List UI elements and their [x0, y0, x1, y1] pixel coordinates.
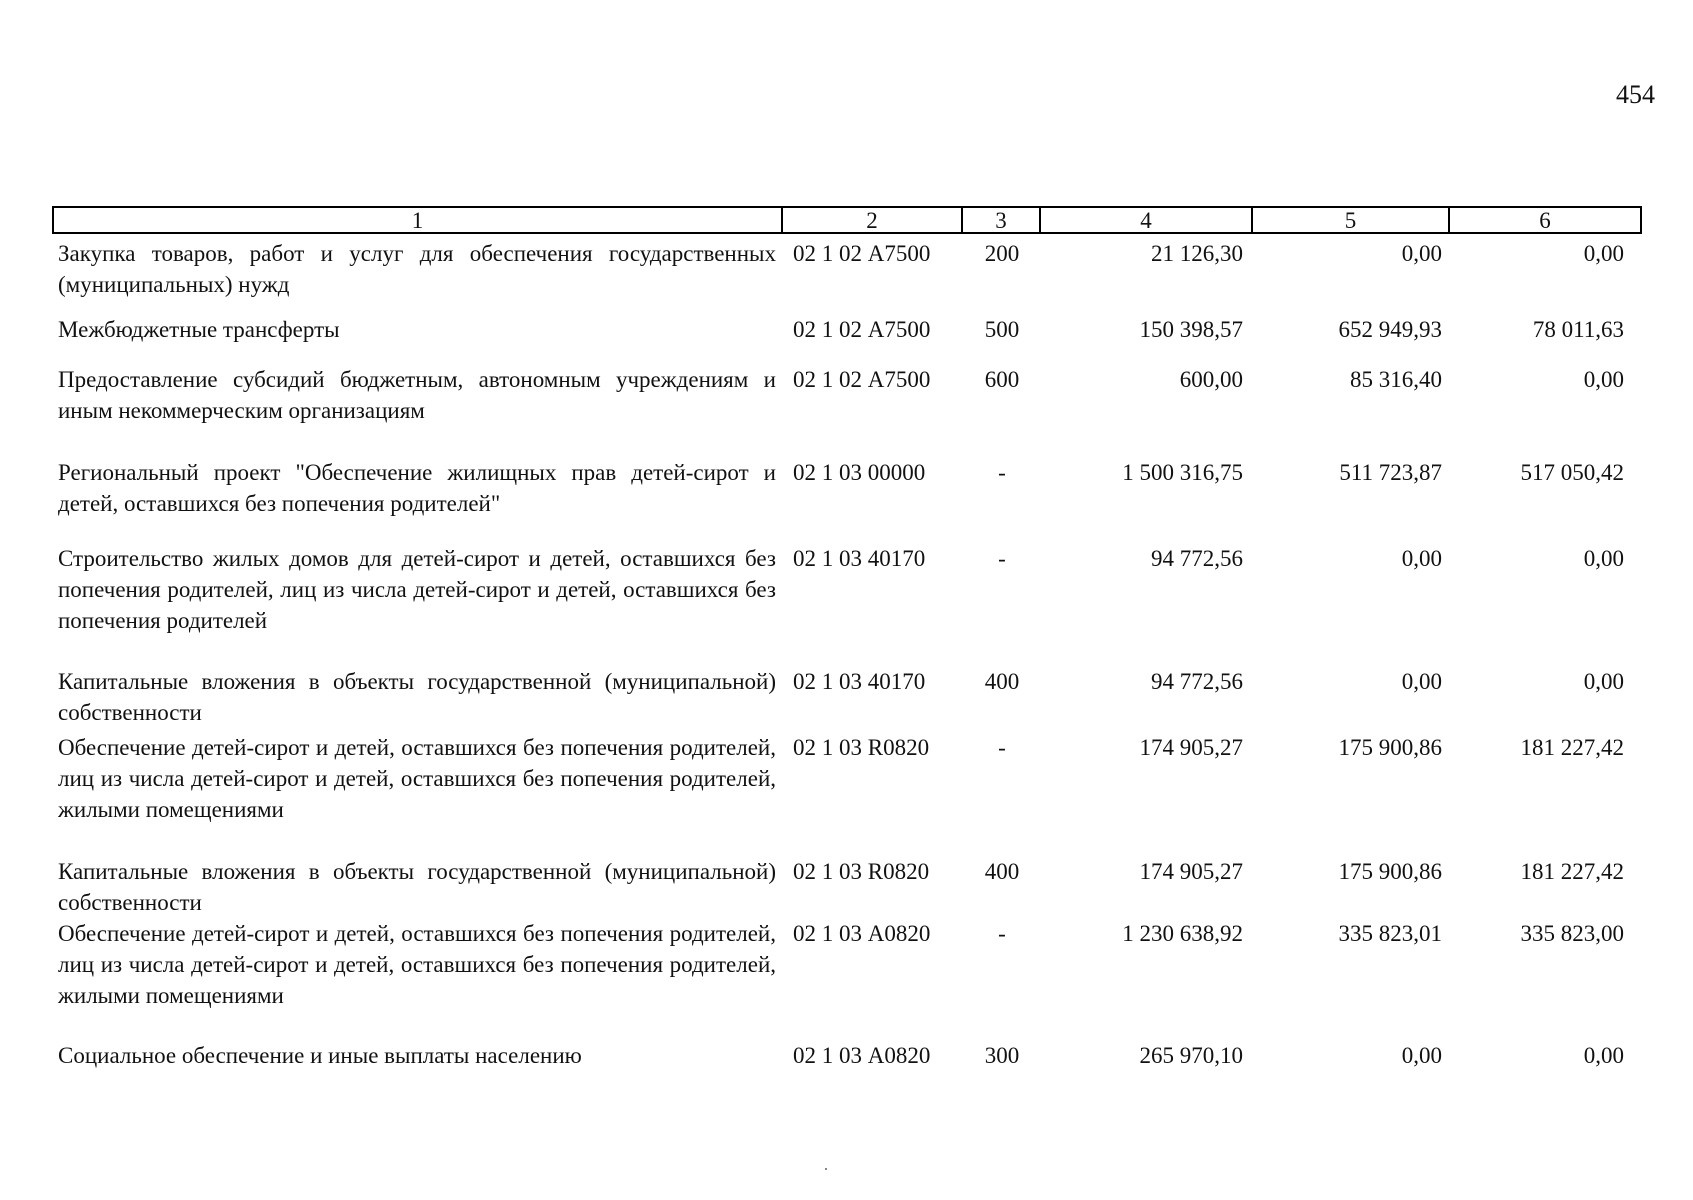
row-value-1: 1 500 316,75: [1122, 460, 1243, 485]
row-value-3: 0,00: [1583, 546, 1624, 571]
row-type: 600: [984, 367, 1020, 392]
row-value-3: 181 227,42: [1520, 735, 1624, 760]
row-name: Межбюджетные трансферты: [58, 317, 340, 342]
row-name: Предоставление субсидий бюджетным, автономным учреждениям и иным некоммерческим организациям: [58, 367, 776, 423]
row-name: Социальное обеспечение и иные выплаты населению: [58, 1043, 582, 1068]
row-value-2: 0,00: [1401, 1043, 1442, 1068]
header-col-1: 1: [411, 208, 424, 233]
row-value-2: 85 316,40: [1350, 367, 1442, 392]
row-type: 500: [984, 317, 1020, 342]
row-type: -: [998, 546, 1006, 571]
row-value-3: 181 227,42: [1520, 859, 1624, 884]
row-code: 02 1 03 00000: [793, 460, 926, 485]
row-value-1: 150 398,57: [1139, 317, 1243, 342]
row-code: 02 1 03 R0820: [793, 735, 930, 760]
row-type: 200: [984, 241, 1020, 266]
header-col-6: 6: [1448, 208, 1640, 232]
row-value-1: 600,00: [1179, 367, 1243, 392]
header-col-5: 5: [1251, 208, 1448, 232]
row-value-3: 0,00: [1583, 1043, 1624, 1068]
row-code: 02 1 03 40170: [793, 546, 926, 571]
row-code: 02 1 03 R0820: [793, 859, 930, 884]
row-type: 400: [984, 859, 1020, 884]
row-code: 02 1 02 А7500: [793, 317, 931, 342]
row-value-1: 1 230 638,92: [1122, 921, 1243, 946]
row-value-3: 0,00: [1583, 241, 1624, 266]
row-value-2: 0,00: [1401, 669, 1442, 694]
header-col-4: 4: [1039, 208, 1251, 232]
row-value-2: 175 900,86: [1338, 735, 1442, 760]
row-value-2: 652 949,93: [1338, 317, 1442, 342]
row-value-3: 335 823,00: [1520, 921, 1624, 946]
row-name: Региональный проект "Обеспечение жилищных прав детей-сирот и детей, оставшихся без попечения родителей": [58, 460, 776, 516]
scan-speck: [825, 1168, 827, 1170]
row-name: Обеспечение детей-сирот и детей, оставшихся без попечения родителей, лиц из числа детей-сирот и детей, оставшихся без попечения родителей, жилыми помещениями: [58, 735, 776, 822]
row-value-3: 0,00: [1583, 669, 1624, 694]
header-col-3: 3: [961, 208, 1039, 232]
row-code: 02 1 02 А7500: [793, 241, 931, 266]
row-value-2: 0,00: [1401, 546, 1442, 571]
row-code: 02 1 03 40170: [793, 669, 926, 694]
row-type: -: [998, 460, 1006, 485]
row-value-2: 511 723,87: [1339, 460, 1442, 485]
row-name: Капитальные вложения в объекты государственной (муниципальной) собственности: [58, 669, 776, 725]
table-header: [52, 206, 1642, 234]
row-value-2: 175 900,86: [1338, 859, 1442, 884]
row-value-2: 335 823,01: [1338, 921, 1442, 946]
row-type: -: [998, 735, 1006, 760]
row-value-1: 174 905,27: [1139, 859, 1243, 884]
row-value-1: 21 126,30: [1151, 241, 1243, 266]
row-value-3: 0,00: [1583, 367, 1624, 392]
row-value-3: 78 011,63: [1532, 317, 1624, 342]
row-type: 300: [984, 1043, 1020, 1068]
row-value-1: 94 772,56: [1151, 546, 1243, 571]
row-name: Капитальные вложения в объекты государственной (муниципальной) собственности: [58, 859, 776, 915]
row-value-1: 265 970,10: [1139, 1043, 1243, 1068]
row-name: Обеспечение детей-сирот и детей, оставшихся без попечения родителей, лиц из числа детей-сирот и детей, оставшихся без попечения родителей, жилыми помещениями: [58, 921, 776, 1008]
row-type: -: [998, 921, 1006, 946]
row-code: 02 1 03 А0820: [793, 921, 931, 946]
header-col-2: 2: [781, 208, 961, 232]
row-code: 02 1 03 А0820: [793, 1043, 931, 1068]
row-name: Строительство жилых домов для детей-сирот и детей, оставшихся без попечения родителей, лиц из числа детей-сирот и детей, оставшихся без попечения родителей: [58, 546, 776, 633]
row-type: 400: [984, 669, 1020, 694]
row-value-2: 0,00: [1401, 241, 1442, 266]
row-name: Закупка товаров, работ и услуг для обеспечения государственных (муниципальных) нужд: [58, 241, 776, 297]
row-value-1: 174 905,27: [1139, 735, 1243, 760]
row-value-1: 94 772,56: [1151, 669, 1243, 694]
row-code: 02 1 02 А7500: [793, 367, 931, 392]
page-number: 454: [1616, 80, 1655, 109]
row-value-3: 517 050,42: [1520, 460, 1624, 485]
